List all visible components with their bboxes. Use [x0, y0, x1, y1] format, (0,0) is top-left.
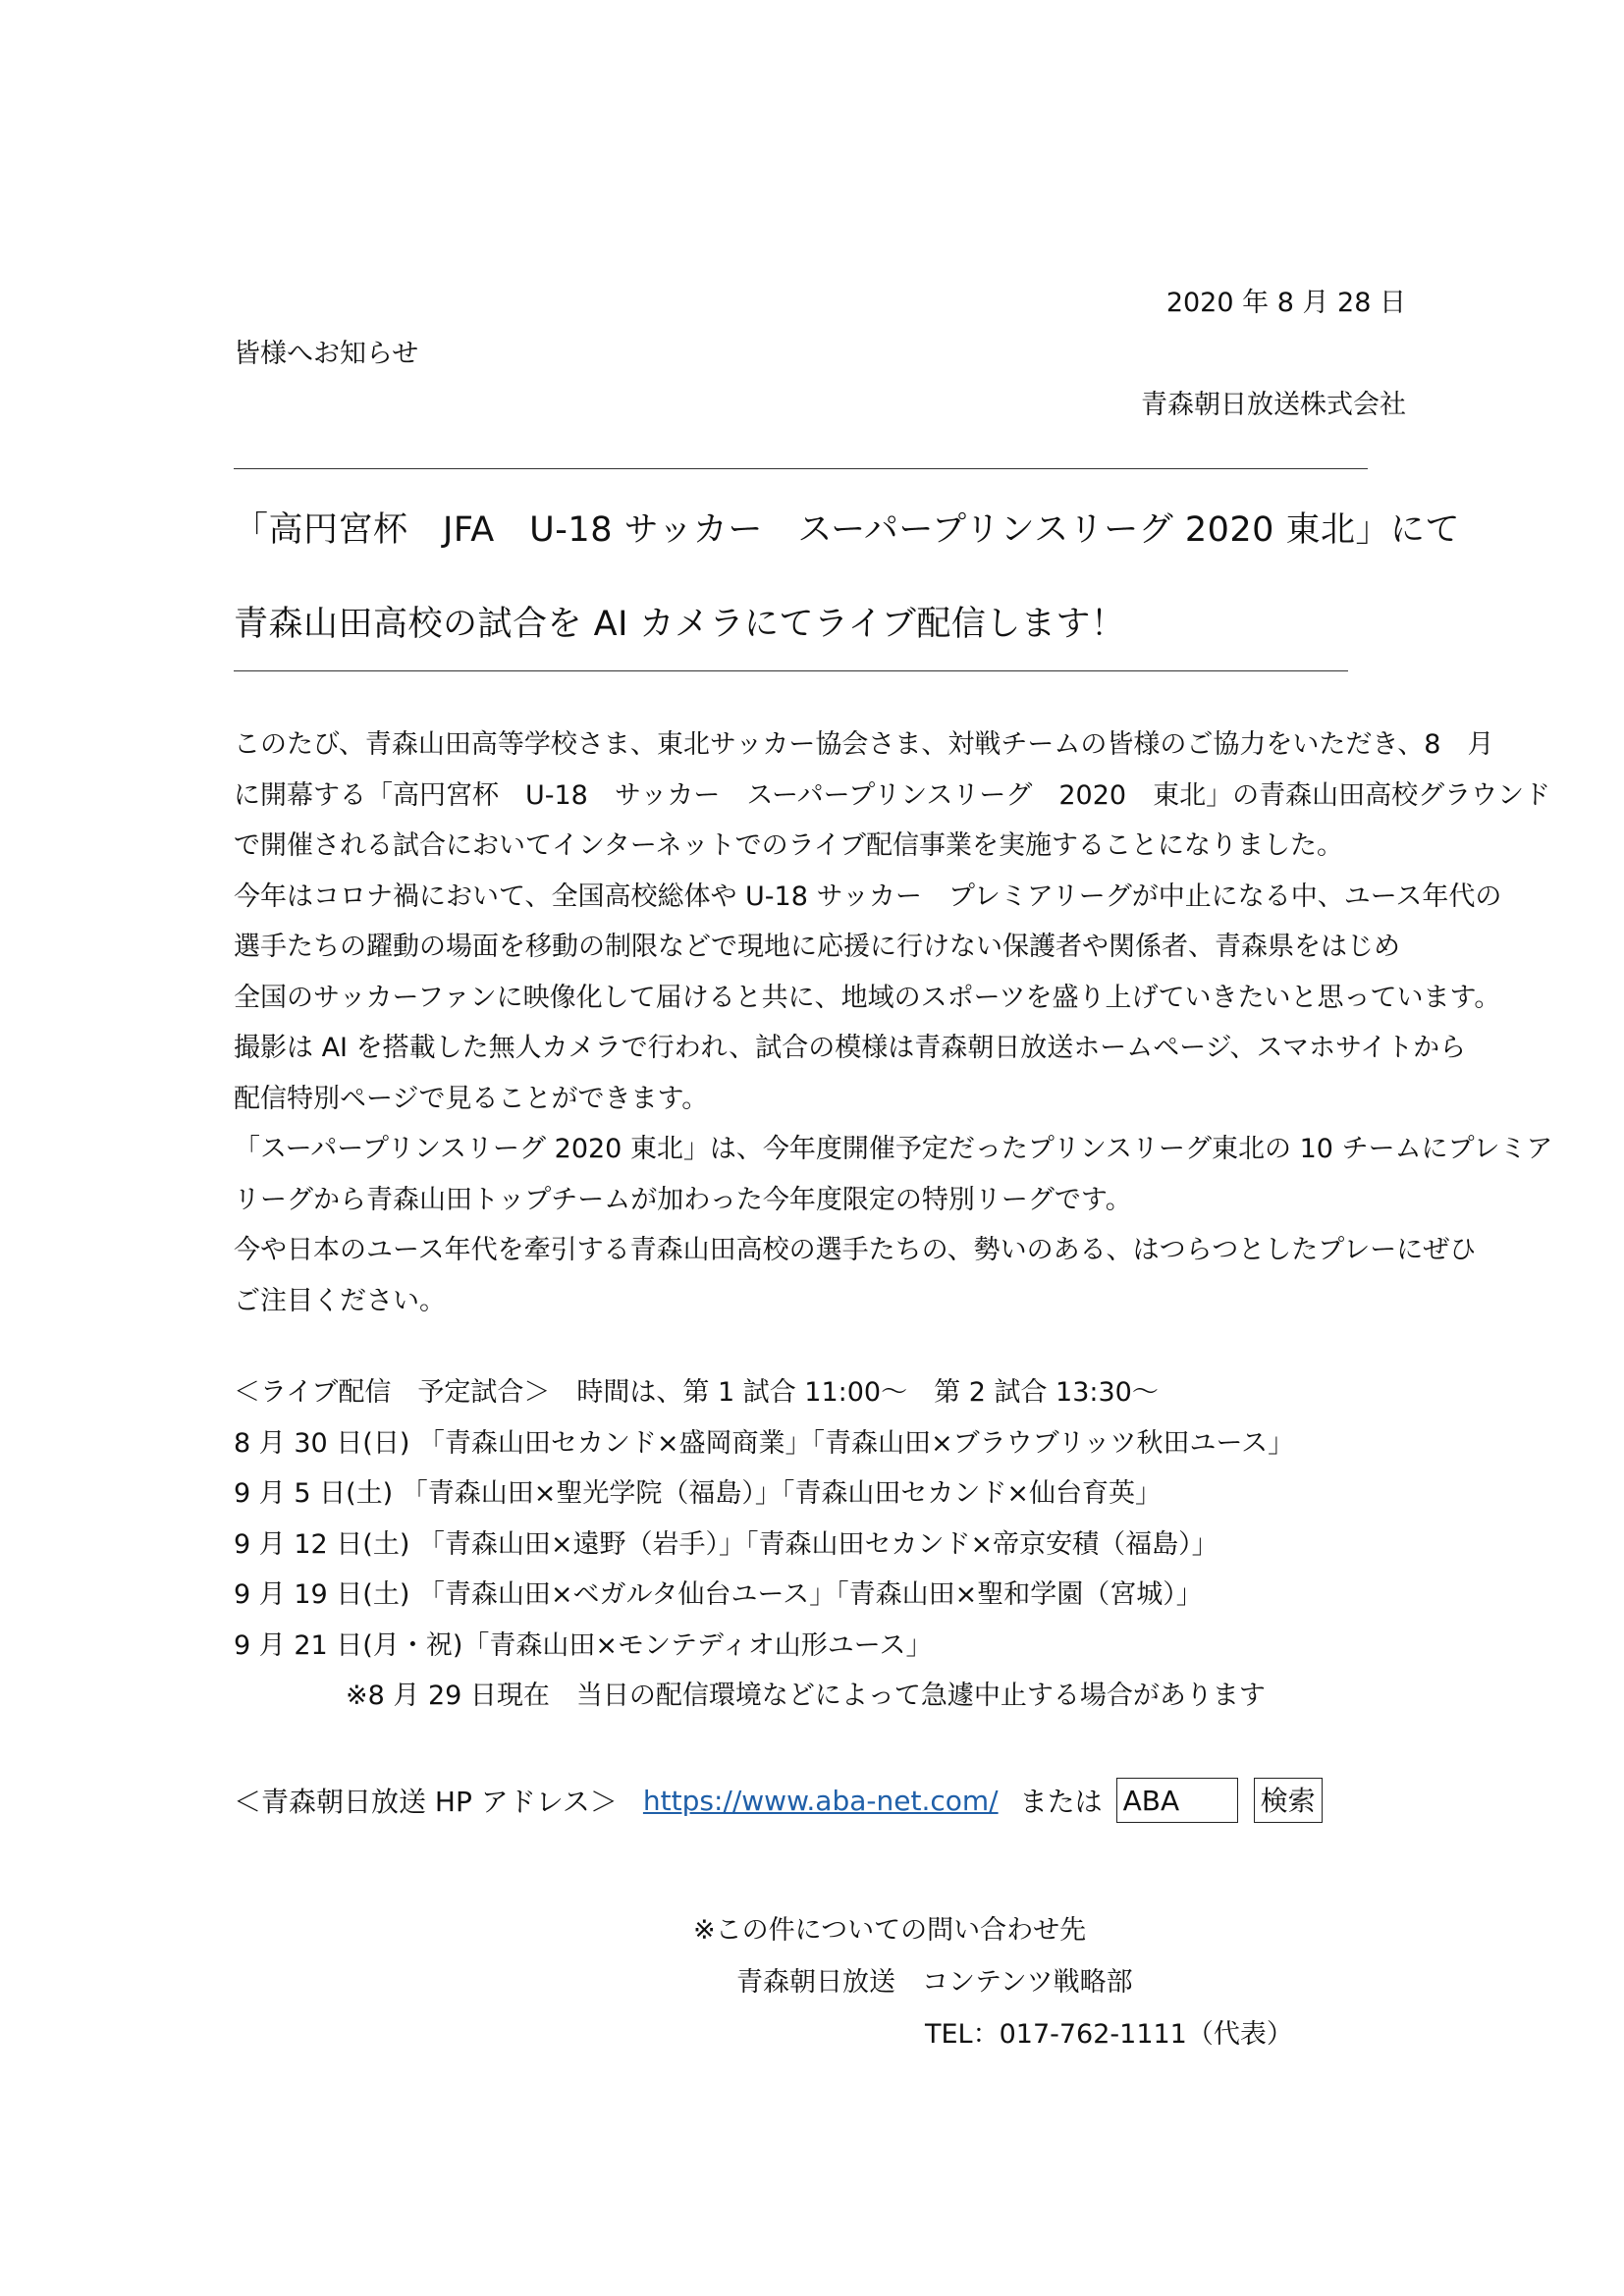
- body-line: 今年はコロナ禍において、全国高校総体や U-18 サッカー プレミアリーグが中止になる中、ユース年代の: [234, 881, 1502, 912]
- divider-top: [234, 468, 1368, 469]
- hp-address-line: [234, 1778, 1323, 1823]
- body-line: 撮影は AI を搭載した無人カメラで行われ、試合の模様は青森朝日放送ホームページ、スマホサイトから: [234, 1033, 1467, 1063]
- greeting: 皆様へお知らせ: [234, 339, 419, 369]
- search-button-box: 検索: [1254, 1778, 1323, 1823]
- document-date: 2020 年 8 月 28 日: [1165, 288, 1406, 318]
- contact-info: [693, 1904, 1293, 2060]
- body-line: このたび、青森山田高等学校さま、東北サッカー協会さま、対戦チームの皆様のご協力をいただき、8 月: [234, 729, 1494, 760]
- or-text: または: [1019, 1786, 1103, 1818]
- title-line-2: 青森山田高校の試合を AI カメラにてライブ配信します！: [234, 605, 1126, 644]
- contact-heading: ※この件についての問い合わせ先: [693, 1915, 1087, 1946]
- contact-phone: TEL：017-762-1111（代表）: [925, 2019, 1293, 2050]
- hp-label: ＜青森朝日放送 HP アドレス＞: [234, 1786, 618, 1818]
- title-line-1: 「高円宮杯 JFA U-18 サッカー スーパープリンスリーグ 2020 東北」にて: [234, 510, 1461, 550]
- sender-company: 青森朝日放送株式会社: [1141, 390, 1406, 420]
- schedule-item: 9 月 12 日(土) 「青森山田×遠野（岩手）」「青森山田セカンド×帝京安積（福島）」: [234, 1528, 1218, 1560]
- body-line: で開催される試合においてインターネットでのライブ配信事業を実施することになりました。: [234, 830, 1343, 861]
- divider-bottom: [234, 670, 1348, 671]
- contact-department: 青森朝日放送 コンテンツ戦略部: [736, 1967, 1133, 1998]
- schedule-item: 9 月 5 日(土) 「青森山田×聖光学院（福島）」「青森山田セカンド×仙台育英」: [234, 1478, 1162, 1509]
- body-line: 配信特別ページで見ることができます。: [234, 1083, 709, 1114]
- body-line: ご注目ください。: [234, 1285, 446, 1316]
- schedule-item: 9 月 19 日(土) 「青森山田×ベガルタ仙台ユース」「青森山田×聖和学園（宮城）」: [234, 1579, 1203, 1610]
- schedule-heading: ＜ライブ配信 予定試合＞ 時間は、第 1 試合 11:00～ 第 2 試合 13:30～: [234, 1377, 1159, 1408]
- body-line: 「スーパープリンスリーグ 2020 東北」は、今年度開催予定だったプリンスリーグ東北の 10 チームにプレミア: [234, 1134, 1553, 1164]
- search-keyword-box: ABA: [1116, 1778, 1238, 1823]
- schedule-item: 8 月 30 日(日) 「青森山田セカンド×盛岡商業」「青森山田×ブラウブリッツ秋田ユース」: [234, 1427, 1295, 1459]
- body-line: リーグから青森山田トップチームが加わった今年度限定の特別リーグです。: [234, 1184, 1132, 1215]
- body-line: 全国のサッカーファンに映像化して届けると共に、地域のスポーツを盛り上げていきたいと思っています。: [234, 982, 1501, 1013]
- body-line: に開幕する「高円宮杯 U-18 サッカー スーパープリンスリーグ 2020 東北」の青森山田高校グラウンド: [234, 779, 1551, 811]
- schedule-note: ※8 月 29 日現在 当日の配信環境などによって急遽中止する場合があります: [346, 1681, 1266, 1711]
- body-text: [234, 720, 1553, 1326]
- body-line: 今や日本のユース年代を牽引する青森山田高校の選手たちの、勢いのある、はつらつとしたプレーにぜひ: [234, 1235, 1477, 1265]
- body-line: 選手たちの躍動の場面を移動の制限などで現地に応援に行けない保護者や関係者、青森県をはじめ: [234, 932, 1400, 962]
- schedule-section: [234, 1367, 1392, 1722]
- hp-url-link[interactable]: https://www.aba-net.com/: [642, 1784, 999, 1817]
- schedule-item: 9 月 21 日(月・祝)「青森山田×モンテディオ山形ユース」: [234, 1629, 933, 1661]
